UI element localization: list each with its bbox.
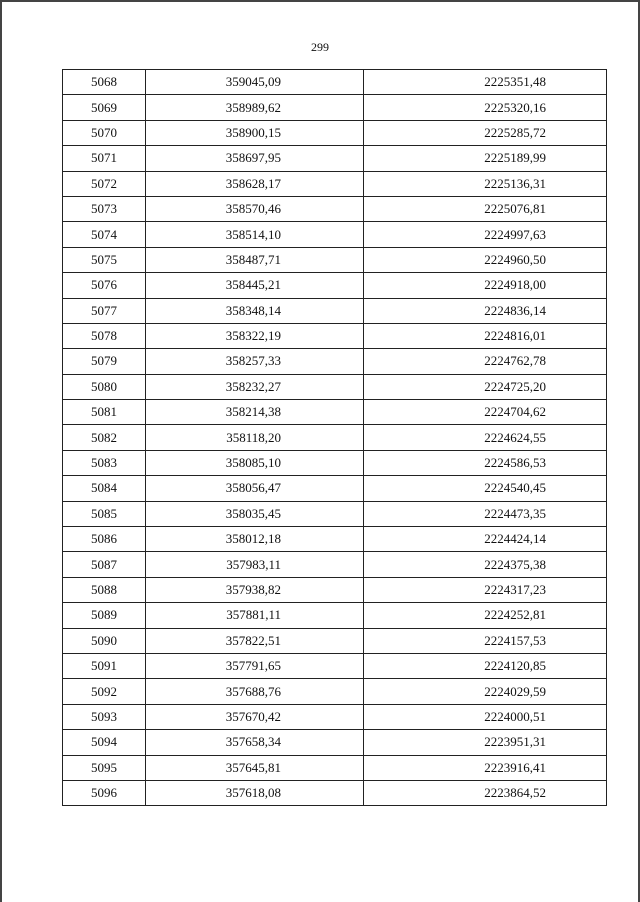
table-row [63, 527, 607, 552]
y-coordinate-cell: 2224960,50 [364, 247, 607, 272]
point-id-cell: 5074 [63, 222, 146, 247]
y-coordinate-cell: 2225285,72 [364, 120, 607, 145]
y-coordinate-cell: 2225320,16 [364, 95, 607, 120]
point-id-cell: 5086 [63, 527, 146, 552]
table-row [63, 95, 607, 120]
table-row [63, 501, 607, 526]
y-coordinate-cell: 2225136,31 [364, 171, 607, 196]
y-coordinate-cell: 2225076,81 [364, 196, 607, 221]
point-id-cell: 5085 [63, 501, 146, 526]
y-coordinate-cell: 2224836,14 [364, 298, 607, 323]
point-id-cell: 5082 [63, 425, 146, 450]
y-coordinate-cell: 2224473,35 [364, 501, 607, 526]
point-id-cell: 5089 [63, 603, 146, 628]
table-row [63, 552, 607, 577]
x-coordinate-cell: 357983,11 [146, 552, 364, 577]
table-row [63, 273, 607, 298]
y-coordinate-cell: 2224424,14 [364, 527, 607, 552]
y-coordinate-cell: 2225189,99 [364, 146, 607, 171]
table-row [63, 628, 607, 653]
table-row [63, 323, 607, 348]
point-id-cell: 5071 [63, 146, 146, 171]
y-coordinate-cell: 2224997,63 [364, 222, 607, 247]
table-row [63, 247, 607, 272]
y-coordinate-cell: 2224624,55 [364, 425, 607, 450]
y-coordinate-cell: 2223951,31 [364, 730, 607, 755]
point-id-cell: 5076 [63, 273, 146, 298]
point-id-cell: 5081 [63, 400, 146, 425]
x-coordinate-cell: 358322,19 [146, 323, 364, 348]
x-coordinate-cell: 358056,47 [146, 476, 364, 501]
x-coordinate-cell: 357881,11 [146, 603, 364, 628]
table-row [63, 70, 607, 95]
table-row [63, 425, 607, 450]
x-coordinate-cell: 357618,08 [146, 780, 364, 805]
point-id-cell: 5091 [63, 653, 146, 678]
point-id-cell: 5068 [63, 70, 146, 95]
y-coordinate-cell: 2224317,23 [364, 577, 607, 602]
table-row [63, 349, 607, 374]
table-row [63, 603, 607, 628]
x-coordinate-cell: 358085,10 [146, 450, 364, 475]
y-coordinate-cell: 2224540,45 [364, 476, 607, 501]
table-row [63, 730, 607, 755]
table-row [63, 780, 607, 805]
y-coordinate-cell: 2224120,85 [364, 653, 607, 678]
x-coordinate-cell: 358257,33 [146, 349, 364, 374]
y-coordinate-cell: 2224157,53 [364, 628, 607, 653]
x-coordinate-cell: 357670,42 [146, 704, 364, 729]
table-row [63, 679, 607, 704]
x-coordinate-cell: 357791,65 [146, 653, 364, 678]
y-coordinate-cell: 2224816,01 [364, 323, 607, 348]
x-coordinate-cell: 357938,82 [146, 577, 364, 602]
x-coordinate-cell: 358514,10 [146, 222, 364, 247]
x-coordinate-cell: 358035,45 [146, 501, 364, 526]
x-coordinate-cell: 357688,76 [146, 679, 364, 704]
point-id-cell: 5084 [63, 476, 146, 501]
point-id-cell: 5092 [63, 679, 146, 704]
x-coordinate-cell: 359045,09 [146, 70, 364, 95]
table-row [63, 400, 607, 425]
table-row [63, 196, 607, 221]
point-id-cell: 5093 [63, 704, 146, 729]
point-id-cell: 5090 [63, 628, 146, 653]
point-id-cell: 5077 [63, 298, 146, 323]
table-row [63, 120, 607, 145]
y-coordinate-cell: 2224029,59 [364, 679, 607, 704]
x-coordinate-cell: 357658,34 [146, 730, 364, 755]
table-row [63, 577, 607, 602]
y-coordinate-cell: 2223864,52 [364, 780, 607, 805]
point-id-cell: 5069 [63, 95, 146, 120]
x-coordinate-cell: 358628,17 [146, 171, 364, 196]
x-coordinate-cell: 358487,71 [146, 247, 364, 272]
point-id-cell: 5094 [63, 730, 146, 755]
coordinates-table [62, 69, 607, 806]
x-coordinate-cell: 358989,62 [146, 95, 364, 120]
point-id-cell: 5070 [63, 120, 146, 145]
x-coordinate-cell: 357822,51 [146, 628, 364, 653]
x-coordinate-cell: 358118,20 [146, 425, 364, 450]
table-row [63, 476, 607, 501]
point-id-cell: 5078 [63, 323, 146, 348]
point-id-cell: 5079 [63, 349, 146, 374]
y-coordinate-cell: 2224762,78 [364, 349, 607, 374]
table-row [63, 146, 607, 171]
page-number: 299 [311, 40, 329, 54]
point-id-cell: 5080 [63, 374, 146, 399]
y-coordinate-cell: 2224725,20 [364, 374, 607, 399]
y-coordinate-cell: 2224252,81 [364, 603, 607, 628]
x-coordinate-cell: 358348,14 [146, 298, 364, 323]
point-id-cell: 5072 [63, 171, 146, 196]
table-row [63, 653, 607, 678]
point-id-cell: 5095 [63, 755, 146, 780]
x-coordinate-cell: 358900,15 [146, 120, 364, 145]
table-row [63, 298, 607, 323]
point-id-cell: 5073 [63, 196, 146, 221]
point-id-cell: 5087 [63, 552, 146, 577]
y-coordinate-cell: 2224375,38 [364, 552, 607, 577]
table-row [63, 171, 607, 196]
x-coordinate-cell: 358570,46 [146, 196, 364, 221]
table-row [63, 222, 607, 247]
point-id-cell: 5075 [63, 247, 146, 272]
table-row [63, 755, 607, 780]
x-coordinate-cell: 357645,81 [146, 755, 364, 780]
x-coordinate-cell: 358697,95 [146, 146, 364, 171]
y-coordinate-cell: 2224586,53 [364, 450, 607, 475]
table-row [63, 704, 607, 729]
table-row [63, 374, 607, 399]
y-coordinate-cell: 2225351,48 [364, 70, 607, 95]
y-coordinate-cell: 2224918,00 [364, 273, 607, 298]
point-id-cell: 5096 [63, 780, 146, 805]
point-id-cell: 5088 [63, 577, 146, 602]
y-coordinate-cell: 2224000,51 [364, 704, 607, 729]
x-coordinate-cell: 358232,27 [146, 374, 364, 399]
y-coordinate-cell: 2223916,41 [364, 755, 607, 780]
table-row [63, 450, 607, 475]
point-id-cell: 5083 [63, 450, 146, 475]
table-body [63, 70, 607, 806]
y-coordinate-cell: 2224704,62 [364, 400, 607, 425]
x-coordinate-cell: 358445,21 [146, 273, 364, 298]
x-coordinate-cell: 358012,18 [146, 527, 364, 552]
x-coordinate-cell: 358214,38 [146, 400, 364, 425]
